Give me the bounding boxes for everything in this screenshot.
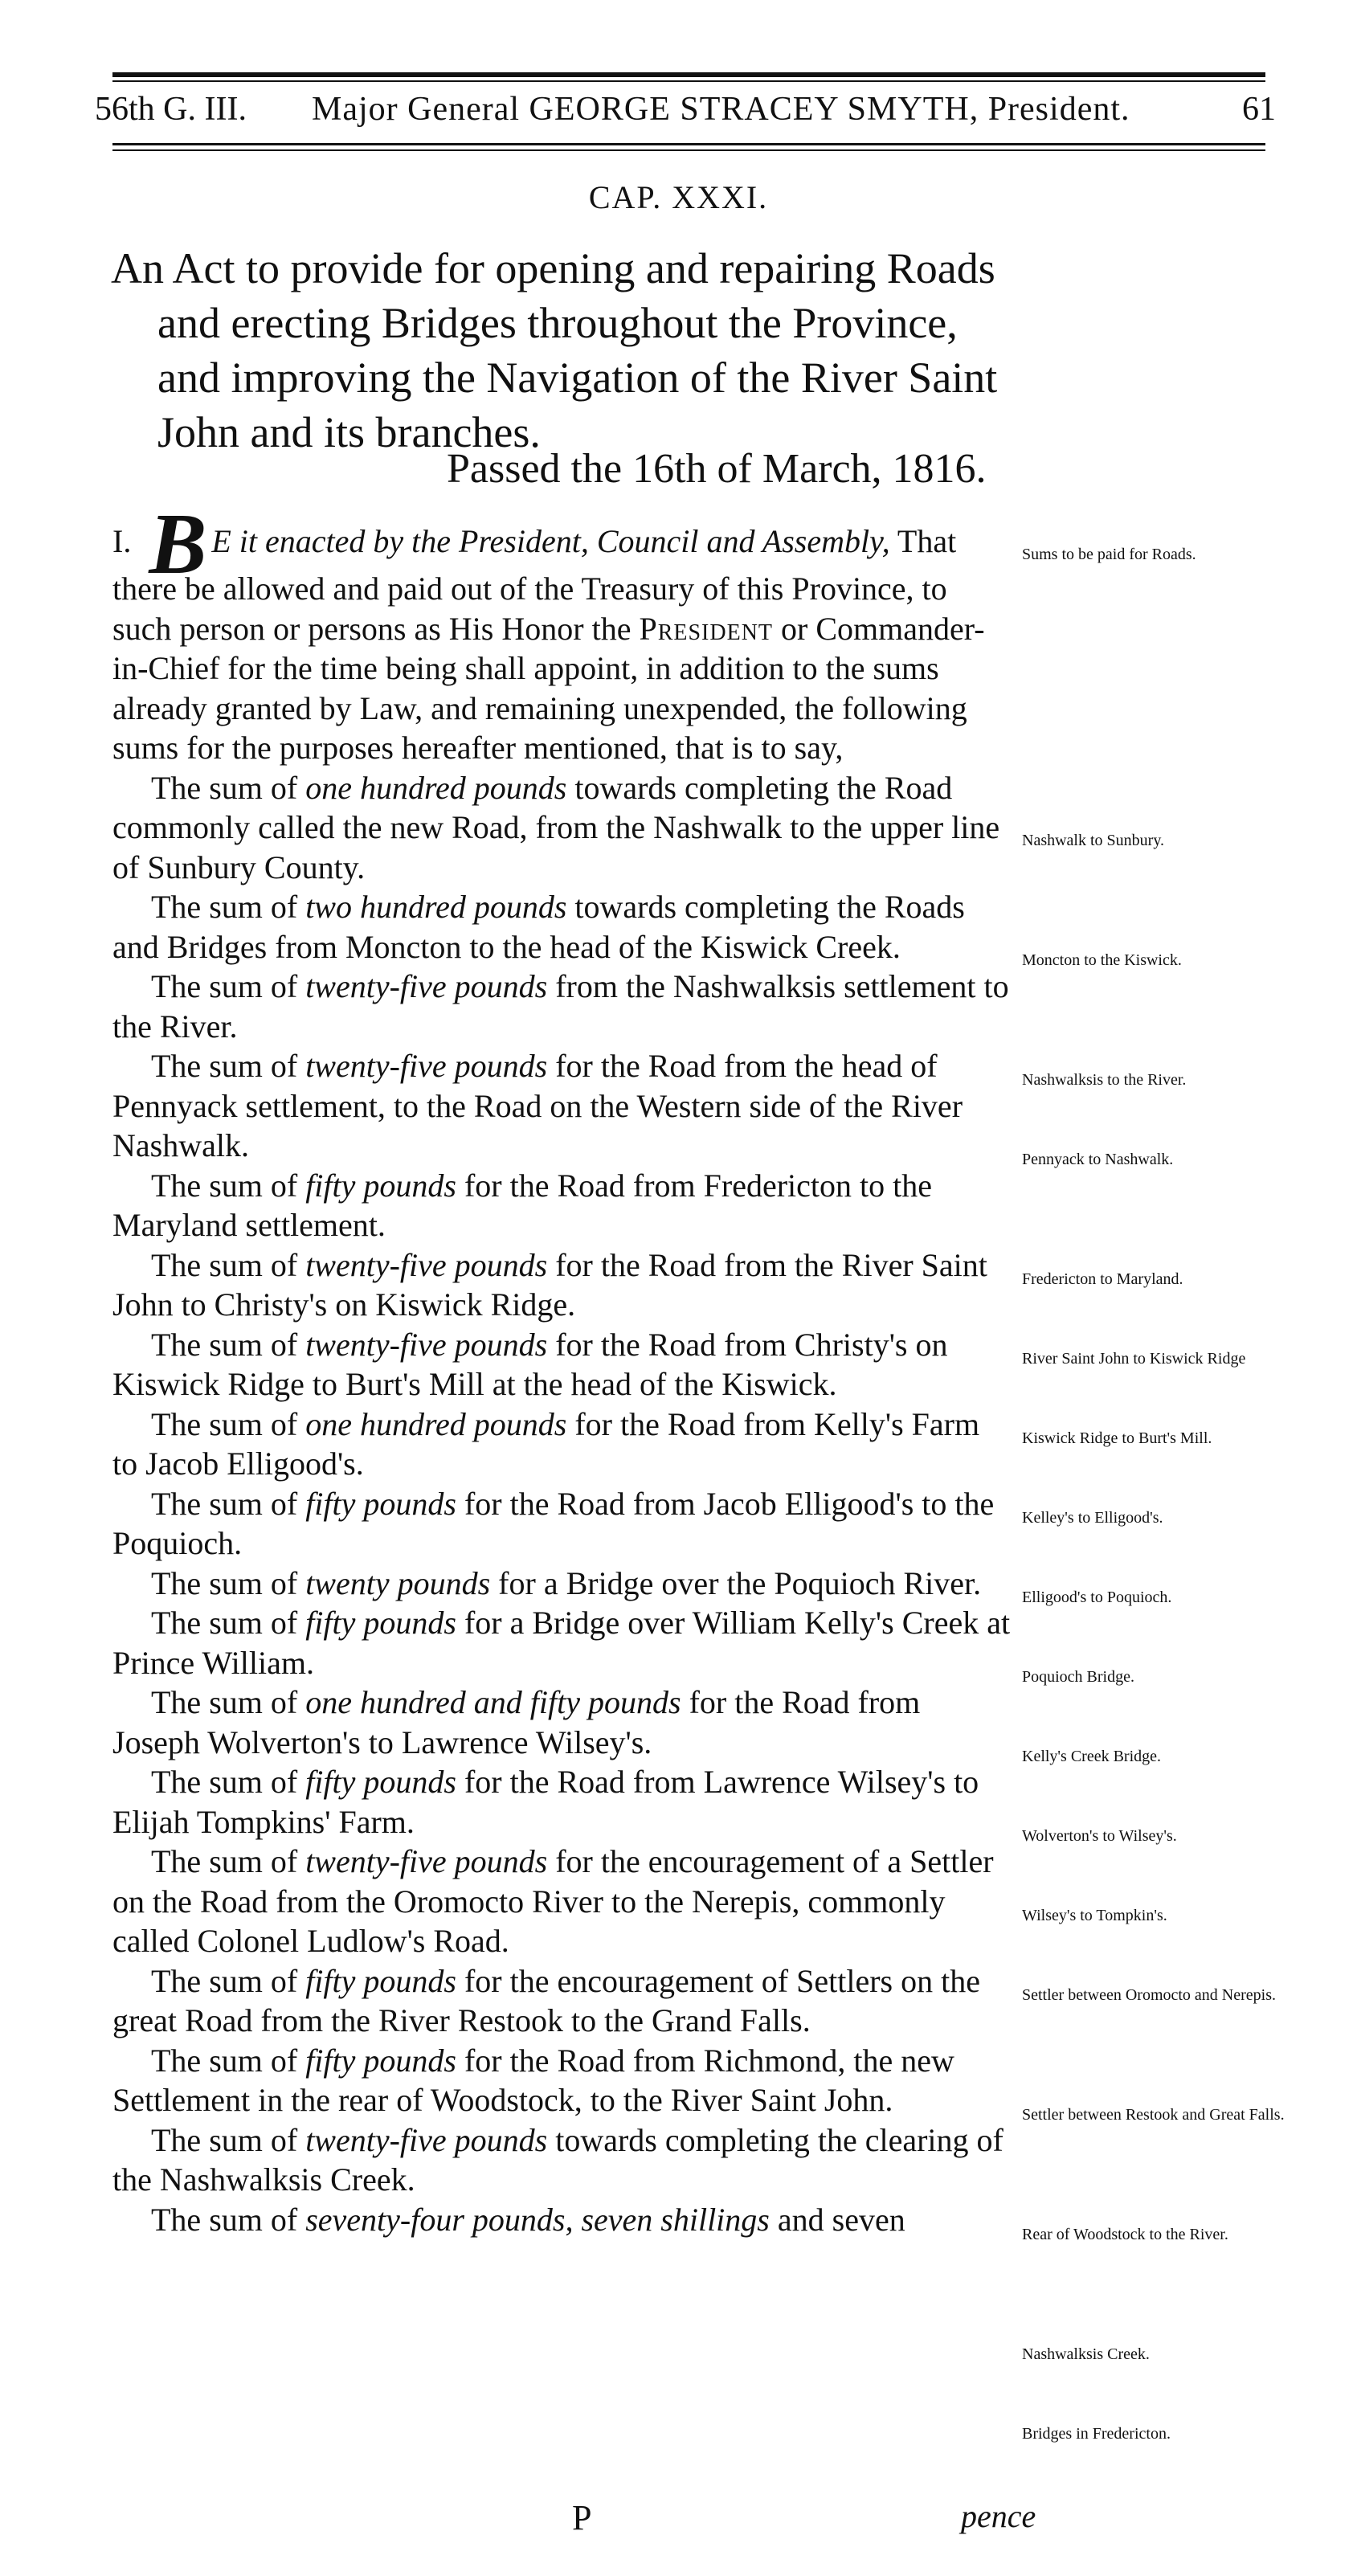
item-amount: two hundred pounds [305,889,567,925]
item-prefix: The sum of [151,1684,306,1720]
item-prefix: The sum of [151,2042,306,2079]
chapter-heading: CAP. XXXI. [588,179,769,215]
president-smallcaps: President [639,610,774,647]
margin-note: River Saint John to Kiswick Ridge [1022,1350,1246,1368]
appropriation-item [112,1046,1012,1166]
item-prefix: The sum of [151,889,306,925]
header-rule-top-thin [112,80,1265,82]
item-prefix: The sum of [151,2201,306,2238]
regnal-year: 56th G. III. [95,91,247,128]
margin-note: Kiswick Ridge to Burt's Mill. [1022,1429,1212,1447]
appropriation-item [112,967,1012,1046]
item-prefix: The sum of [151,1246,306,1283]
item-prefix: The sum of [151,1326,306,1363]
item-prefix: The sum of [151,1167,306,1204]
act-title-first-line: An Act to provide for opening and repairing Roads [111,244,995,292]
header-rule-bottom-thin [112,149,1265,151]
section-number: I. [112,523,132,559]
passed-date: Passed the 16th of March, 1816. [447,446,987,492]
item-purpose: for the Road from Lawrence Wilsey's to Elijah Tompkins' Farm. [112,1764,979,1840]
margin-note: Rear of Woodstock to the River. [1022,2226,1228,2243]
enacting-clause: E it enacted by the President, Council and Assembly, [211,523,890,559]
item-amount: one hundred and fifty pounds [305,1684,681,1720]
item-amount: twenty-five pounds [305,1048,548,1084]
item-purpose: for the encouragement of a Settler on the Road from the Oromocto River to the Nerepis, commonly called Colonel Ludlow's Road. [112,1843,994,1959]
appropriation-item [112,887,1012,967]
item-amount: fifty pounds [305,2042,456,2079]
appropriation-item [112,2120,1012,2200]
item-amount: twenty-five pounds [305,2121,548,2158]
item-purpose: for the Road from Joseph Wolverton's to Lawrence Wilsey's. [112,1684,921,1760]
item-purpose: for the Road from Jacob Elligood's to the Poquioch. [112,1485,995,1561]
item-prefix: The sum of [151,968,306,1004]
appropriation-item [112,1842,1012,1961]
margin-note: Wilsey's to Tompkin's. [1022,1907,1167,1924]
item-prefix: The sum of [151,2121,306,2158]
item-purpose: for a Bridge over the Poquioch River. [490,1564,982,1601]
margin-note: Nashwalksis to the River. [1022,1071,1187,1089]
margin-note: Wolverton's to Wilsey's. [1022,1827,1177,1845]
margin-note: Kelly's Creek Bridge. [1022,1748,1162,1765]
item-purpose: towards completing the Road commonly called the new Road, from the Nashwalk to the upper line of Sunbury County. [112,769,1000,885]
header-rule-bottom [112,143,1265,145]
item-purpose: from the Nashwalksis settlement to the River. [112,968,1009,1045]
margin-note: Bridges in Fredericton. [1022,2425,1171,2443]
item-amount: fifty pounds [305,1764,456,1800]
appropriation-item [112,1603,1012,1683]
item-amount: one hundred pounds [305,1405,567,1442]
appropriation-item [112,2041,1012,2120]
item-purpose: for the Road from the River Saint John to Christy's on Kiswick Ridge. [112,1246,987,1323]
item-purpose: for the Road from Richmond, the new Settlement in the rear of Woodstock, to the River Saint John. [112,2042,954,2118]
section-1-text-b: or Commander-in-Chief for the time being shall appoint, in addition to the sums already granted by Law, and remaining unexpended, the following sums for the purposes hereafter mentioned, that is to say, [112,610,985,766]
running-title: Major General GEORGE STRACEY SMYTH, President. [312,91,1130,128]
item-amount: twenty-five pounds [305,968,548,1004]
item-amount: one hundred pounds [305,769,567,806]
header-rule-top [112,72,1265,77]
item-prefix: The sum of [151,1962,306,1999]
item-amount: fifty pounds [305,1485,456,1522]
item-purpose: for the Road from Kelly's Farm to Jacob Elligood's. [112,1405,980,1482]
margin-note: Pennyack to Nashwalk. [1022,1151,1174,1168]
act-body [112,497,1012,2239]
item-purpose: for the Road from Christy's on Kiswick Ridge to Burt's Mill at the head of the Kiswick. [112,1326,948,1402]
item-amount: seventy-four pounds, seven shillings [305,2201,770,2238]
section-1-text-a: That there be allowed and paid out of the Treasury of this Province, to such person or persons as His Honor the [112,523,957,647]
act-title-rest: and erecting Bridges throughout the Province, and improving the Navigation of the River Saint John and its branches. [157,299,998,456]
appropriation-item [112,1683,1012,1762]
catchword: pence [961,2498,1036,2534]
item-prefix: The sum of [151,1485,306,1522]
item-prefix: The sum of [151,1764,306,1800]
appropriation-item [112,1961,1012,2041]
appropriation-item [112,1762,1012,1842]
item-purpose: for the Road from Fredericton to the Maryland settlement. [112,1167,933,1243]
item-purpose: towards completing the Roads and Bridges from Moncton to the head of the Kiswick Creek. [112,889,965,965]
item-purpose: for a Bridge over William Kelly's Creek at Prince William. [112,1605,1011,1681]
act-title [111,241,1011,460]
appropriation-item [112,1564,1012,1604]
item-purpose: towards completing the clearing of the Nashwalksis Creek. [112,2121,1003,2198]
margin-note: Nashwalksis Creek. [1022,2345,1150,2363]
item-purpose: for the encouragement of Settlers on the great Road from the River Restook to the Grand Falls. [112,1962,980,2038]
item-amount: twenty pounds [305,1564,491,1601]
item-prefix: The sum of [151,769,306,806]
appropriation-item [112,768,1012,888]
appropriation-item [112,2200,1012,2240]
item-purpose: and seven [769,2201,905,2238]
signature-mark: P [572,2498,592,2537]
appropriation-item [112,1405,1012,1484]
item-amount: fifty pounds [305,1962,456,1999]
margin-note: Poquioch Bridge. [1022,1668,1134,1686]
item-prefix: The sum of [151,1405,306,1442]
margin-note: Moncton to the Kiswick. [1022,951,1182,969]
item-amount: twenty-five pounds [305,1246,548,1283]
page-number: 61 [1242,91,1276,128]
item-amount: twenty-five pounds [305,1326,548,1363]
drop-cap: B [149,497,207,592]
item-prefix: The sum of [151,1605,306,1641]
appropriation-item [112,1325,1012,1405]
margin-note: Nashwalk to Sunbury. [1022,832,1165,849]
margin-note: Settler between Oromocto and Nerepis. [1022,1986,1277,2004]
item-purpose: for the Road from the head of Pennyack settlement, to the Road on the Western side of the River Nashwalk. [112,1048,963,1163]
item-amount: twenty-five pounds [305,1843,548,1879]
item-prefix: The sum of [151,1843,306,1879]
running-header [95,90,1276,138]
margin-note: Fredericton to Maryland. [1022,1270,1183,1288]
margin-note: Sums to be paid for Roads. [1022,546,1196,563]
item-amount: fifty pounds [305,1167,456,1204]
margin-note: Elligood's to Poquioch. [1022,1589,1172,1606]
margin-note: Settler between Restook and Great Falls. [1022,2106,1285,2124]
item-prefix: The sum of [151,1564,306,1601]
section-1 [112,497,1012,768]
appropriation-item [112,1166,1012,1245]
margin-note: Kelley's to Elligood's. [1022,1509,1163,1527]
appropriation-item [112,1484,1012,1564]
item-prefix: The sum of [151,1048,306,1084]
appropriation-item [112,1245,1012,1325]
item-amount: fifty pounds [305,1605,456,1641]
